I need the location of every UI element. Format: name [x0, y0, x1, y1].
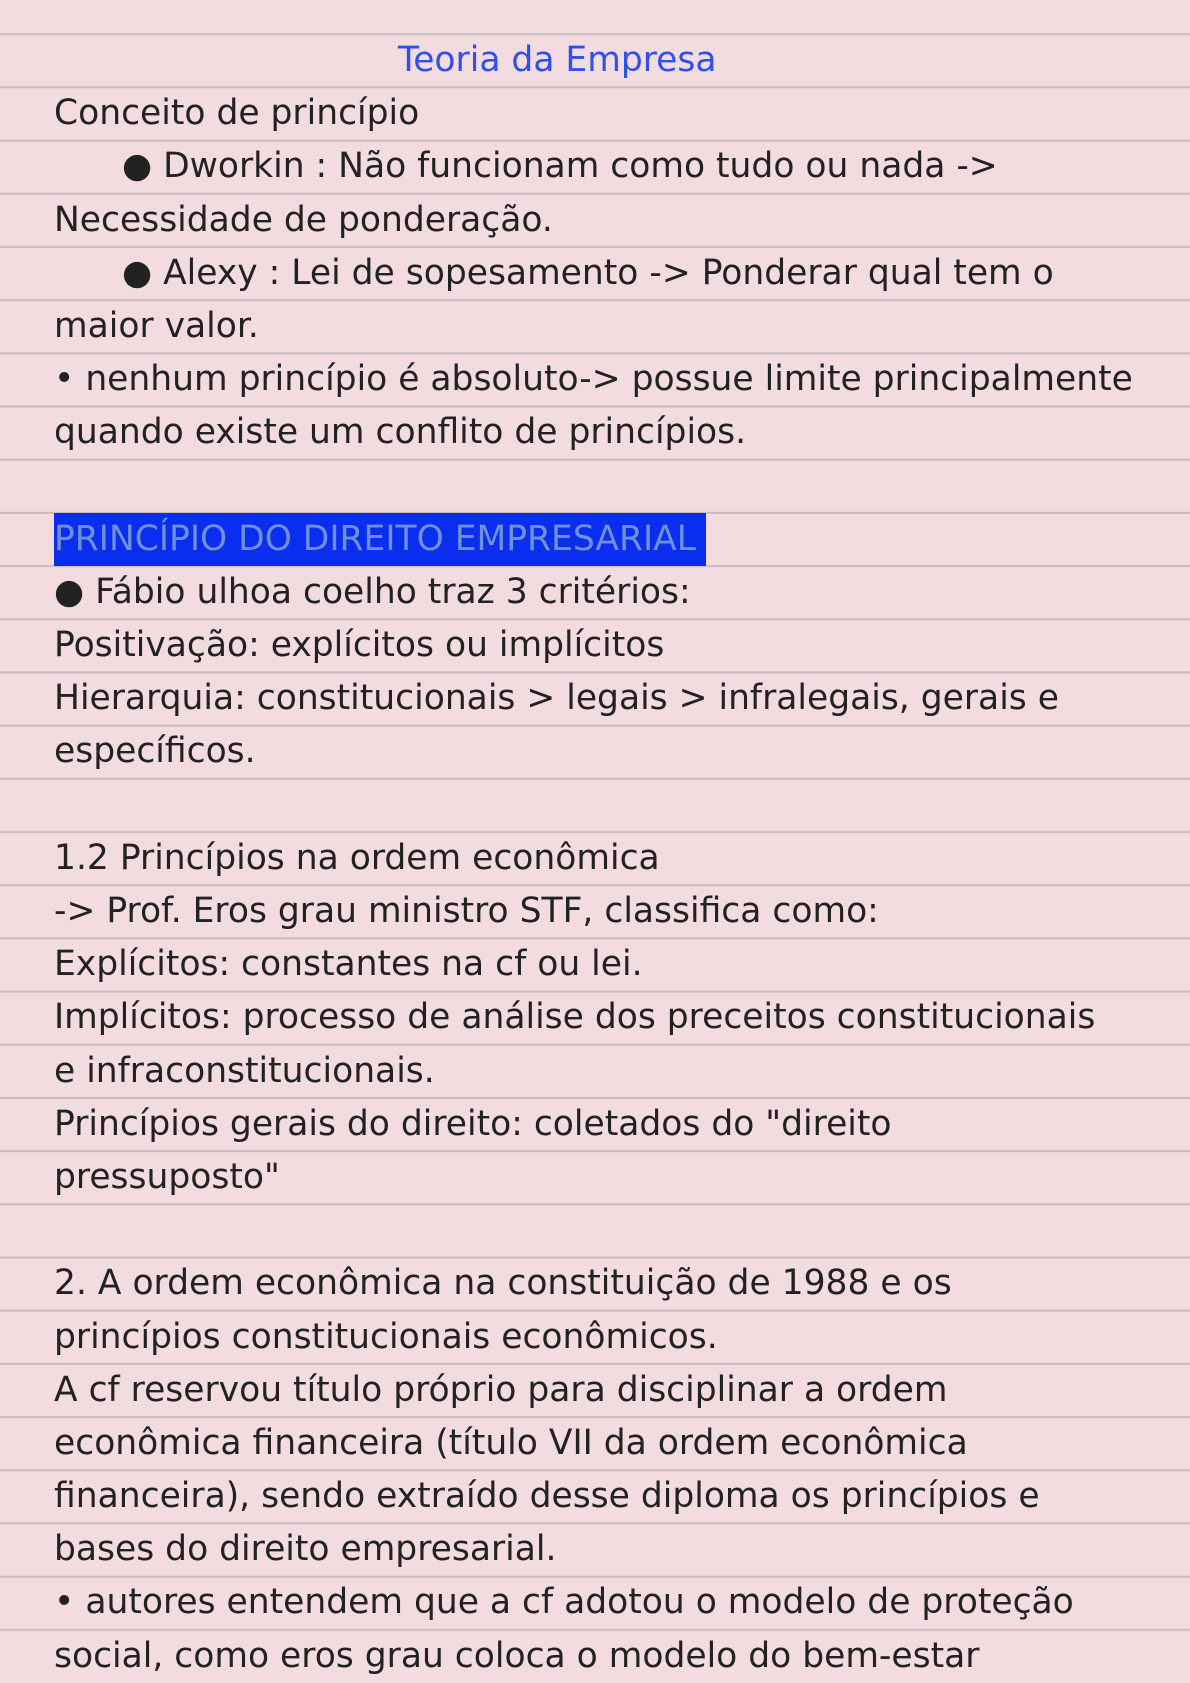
note-line: ● Dworkin : Não funcionam como tudo ou nada ->: [122, 146, 998, 187]
note-line: Princípios gerais do direito: coletados do "direito: [54, 1103, 892, 1144]
note-line: pressuposto": [54, 1156, 280, 1197]
note-line: Positivação: explícitos ou implícitos: [54, 625, 665, 666]
note-line-selected: [0, 513, 1190, 566]
note-line: econômica financeira (título VII da ordem econômica: [54, 1422, 968, 1463]
note-line: financeira), sendo extraído desse diploma os princípios e: [54, 1476, 1040, 1517]
note-line-empty: [0, 779, 1190, 832]
note-line: quando existe um conflito de princípios.: [54, 412, 747, 453]
note-line: e infraconstitucionais.: [54, 1050, 435, 1091]
note-line: ● Alexy : Lei de sopesamento -> Ponderar qual tem o: [122, 252, 1054, 293]
note-line: 1.2 Princípios na ordem econômica: [54, 837, 660, 878]
note-line: Necessidade de ponderação.: [54, 199, 553, 240]
note-line-empty: [0, 460, 1190, 513]
note-line: ● Fábio ulhoa coelho traz 3 critérios:: [54, 571, 691, 612]
note-line: Explícitos: constantes na cf ou lei.: [54, 944, 643, 985]
note-line: específicos.: [54, 731, 256, 772]
note-line: princípios constitucionais econômicos.: [54, 1316, 718, 1357]
note-content[interactable]: [0, 34, 1190, 1683]
note-line: maior valor.: [54, 305, 259, 346]
note-line: social, como eros grau coloca o modelo do bem-estar: [54, 1635, 980, 1676]
note-line: • nenhum princípio é absoluto-> possue limite principalmente: [54, 359, 1133, 400]
note-line-empty: [0, 1204, 1190, 1257]
note-line: -> Prof. Eros grau ministro STF, classifica como:: [54, 891, 879, 931]
note-title: Teoria da Empresa: [398, 40, 717, 80]
note-line: • autores entendem que a cf adotou o modelo de proteção: [54, 1582, 1074, 1623]
note-line: Hierarquia: constitucionais > legais > infralegais, gerais e: [54, 678, 1059, 719]
note-line: bases do direito empresarial.: [54, 1529, 557, 1570]
note-line: A cf reservou título próprio para disciplinar a ordem: [54, 1369, 948, 1410]
selected-text[interactable]: PRINCÍPIO DO DIREITO EMPRESARIAL: [54, 513, 706, 566]
note-line: Conceito de princípio: [54, 93, 420, 134]
note-line: 2. A ordem econômica na constituição de 1988 e os: [54, 1263, 952, 1304]
note-line: Implícitos: processo de análise dos preceitos constitucionais: [54, 997, 1096, 1038]
